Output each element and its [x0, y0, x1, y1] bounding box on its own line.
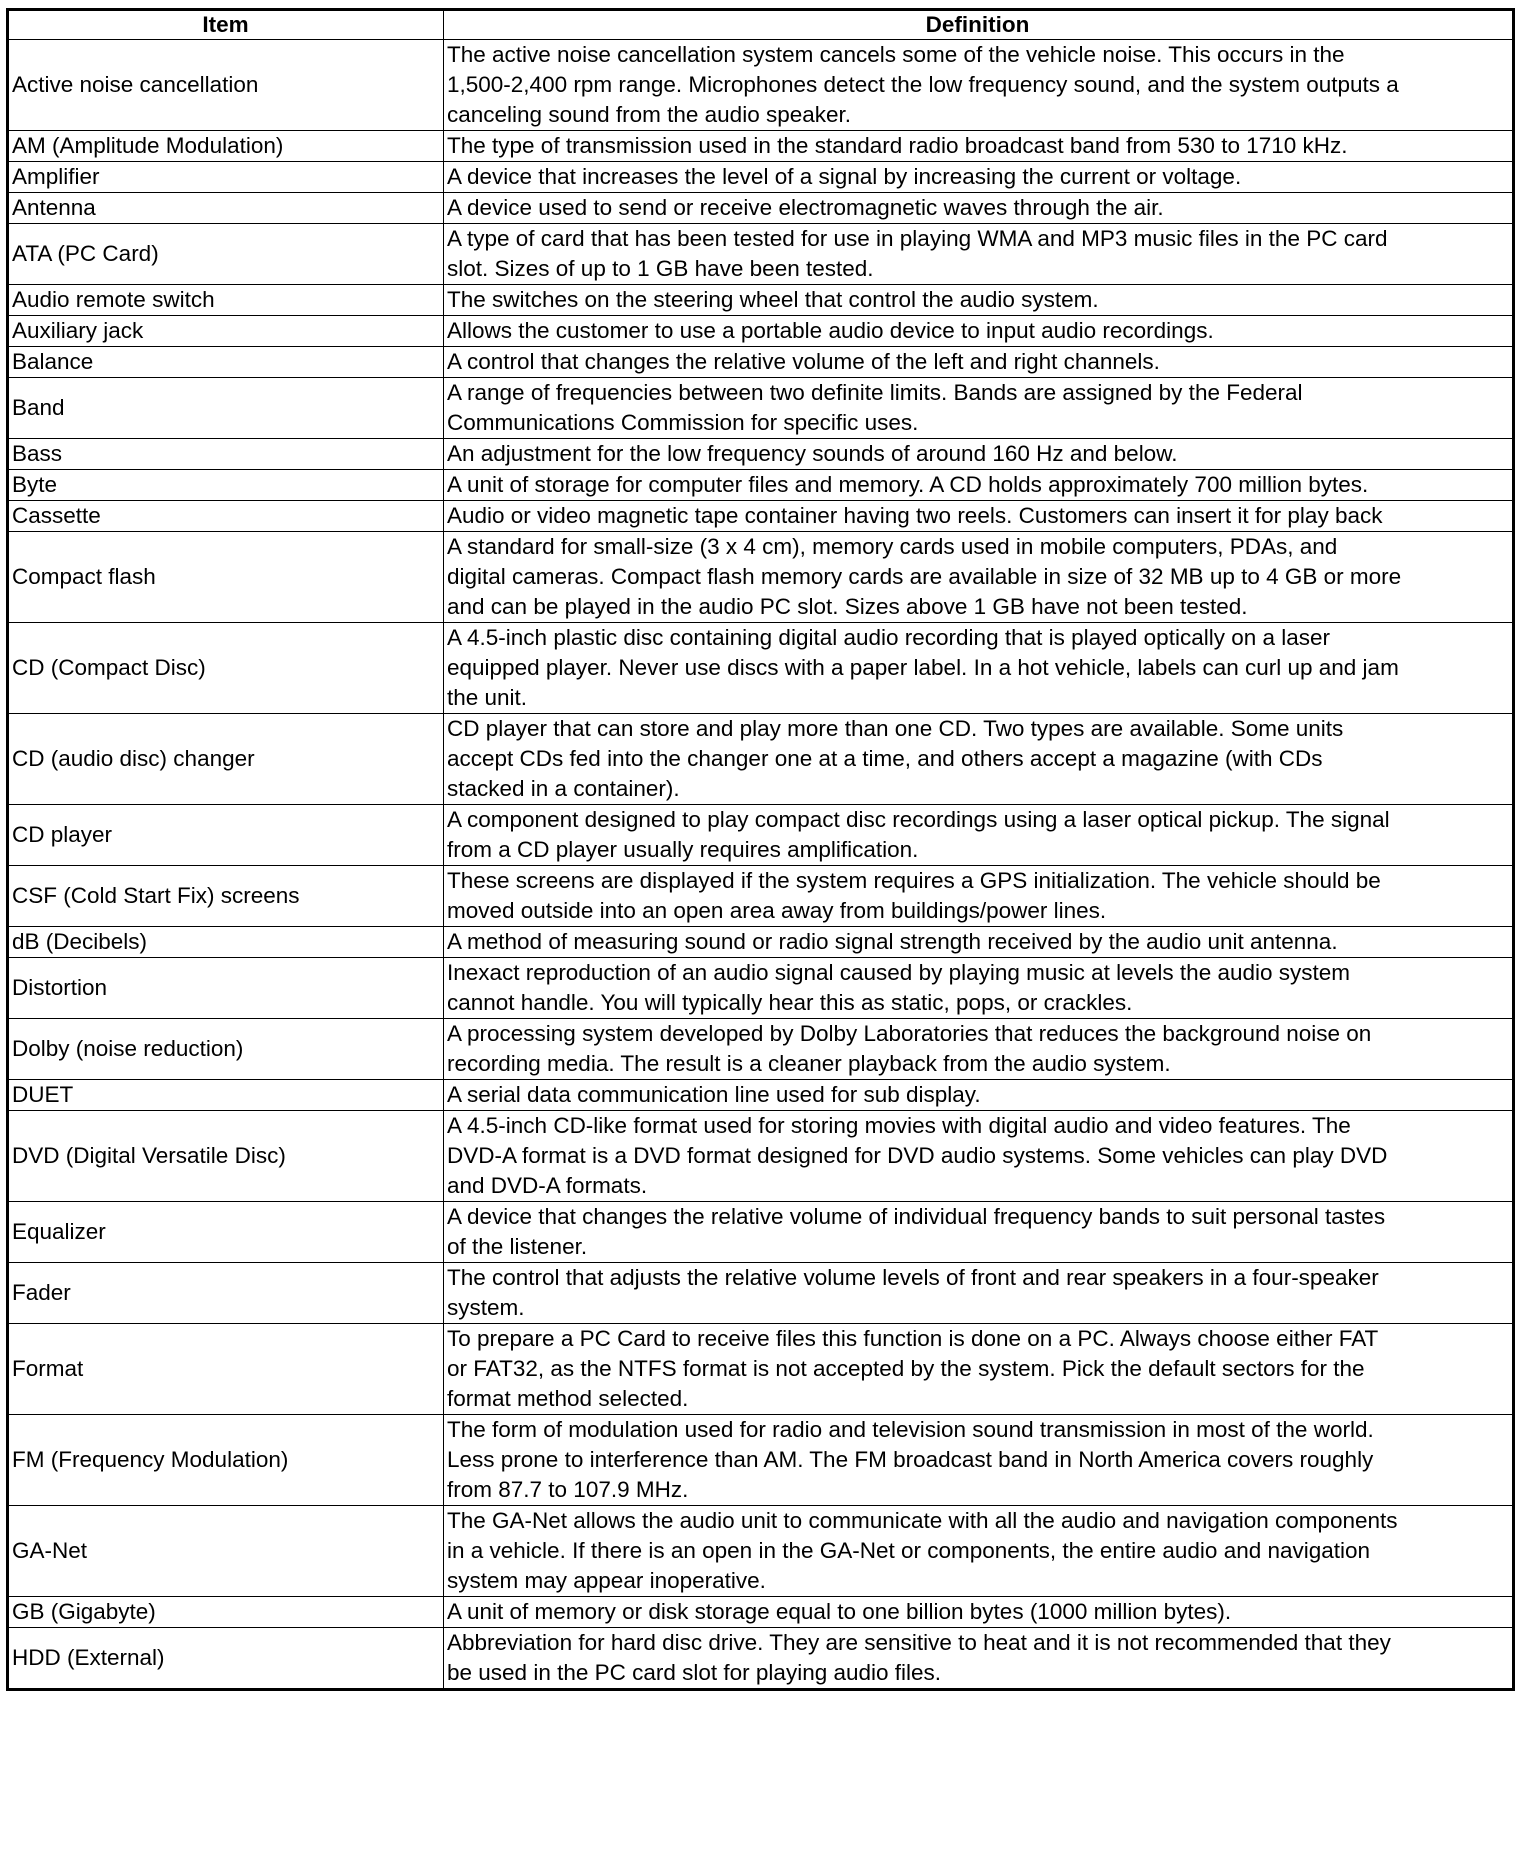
definition-cell: A 4.5-inch plastic disc containing digital audio recording that is played optically on a laser equipped player. Never use discs with a paper label. In a hot vehicle, labels can curl up and jam the unit.: [444, 623, 1514, 714]
table-row: [8, 1202, 1514, 1263]
term-cell: Fader: [8, 1263, 444, 1324]
term-cell: Cassette: [8, 501, 444, 532]
table-row: [8, 532, 1514, 623]
term-cell: HDD (External): [8, 1628, 444, 1690]
term-cell: ATA (PC Card): [8, 224, 444, 285]
definition-cell: A device used to send or receive electromagnetic waves through the air.: [444, 193, 1514, 224]
term-cell: Dolby (noise reduction): [8, 1019, 444, 1080]
table-row: [8, 927, 1514, 958]
table-row: [8, 501, 1514, 532]
term-cell: Active noise cancellation: [8, 40, 444, 131]
table-row: [8, 958, 1514, 1019]
term-cell: GB (Gigabyte): [8, 1597, 444, 1628]
table-row: [8, 1324, 1514, 1415]
term-cell: Balance: [8, 347, 444, 378]
table-row: [8, 866, 1514, 927]
table-row: [8, 439, 1514, 470]
definition-cell: A unit of storage for computer files and memory. A CD holds approximately 700 million bytes.: [444, 470, 1514, 501]
term-cell: CD (audio disc) changer: [8, 714, 444, 805]
definition-cell: A device that changes the relative volume of individual frequency bands to suit personal tastes of the listener.: [444, 1202, 1514, 1263]
table-row: [8, 131, 1514, 162]
table-row: [8, 1111, 1514, 1202]
definition-cell: A standard for small-size (3 x 4 cm), memory cards used in mobile computers, PDAs, and digital cameras. Compact flash memory cards are available in size of 32 MB up to 4 GB or more and can be played in the audio PC slot. Sizes above 1 GB have not been tested.: [444, 532, 1514, 623]
definition-cell: A serial data communication line used for sub display.: [444, 1080, 1514, 1111]
term-cell: Bass: [8, 439, 444, 470]
definition-cell: These screens are displayed if the system requires a GPS initialization. The vehicle should be moved outside into an open area away from buildings/power lines.: [444, 866, 1514, 927]
definition-cell: Abbreviation for hard disc drive. They are sensitive to heat and it is not recommended that they be used in the PC card slot for playing audio files.: [444, 1628, 1514, 1690]
definition-cell: The control that adjusts the relative volume levels of front and rear speakers in a four-speaker system.: [444, 1263, 1514, 1324]
term-cell: FM (Frequency Modulation): [8, 1415, 444, 1506]
term-cell: AM (Amplitude Modulation): [8, 131, 444, 162]
table-row: [8, 1080, 1514, 1111]
table-row: [8, 378, 1514, 439]
table-row: [8, 1506, 1514, 1597]
table-row: [8, 1597, 1514, 1628]
definition-cell: A 4.5-inch CD-like format used for storing movies with digital audio and video features. The DVD-A format is a DVD format designed for DVD audio systems. Some vehicles can play DVD and DVD-A formats.: [444, 1111, 1514, 1202]
term-cell: dB (Decibels): [8, 927, 444, 958]
term-cell: Byte: [8, 470, 444, 501]
term-cell: Band: [8, 378, 444, 439]
definition-cell: A processing system developed by Dolby Laboratories that reduces the background noise on recording media. The result is a cleaner playback from the audio system.: [444, 1019, 1514, 1080]
definition-cell: A component designed to play compact disc recordings using a laser optical pickup. The signal from a CD player usually requires amplification.: [444, 805, 1514, 866]
term-cell: GA-Net: [8, 1506, 444, 1597]
table-row: [8, 40, 1514, 131]
definition-cell: A range of frequencies between two definite limits. Bands are assigned by the Federal Communications Commission for specific uses.: [444, 378, 1514, 439]
table-row: [8, 347, 1514, 378]
term-cell: Compact flash: [8, 532, 444, 623]
term-cell: Amplifier: [8, 162, 444, 193]
definition-cell: A device that increases the level of a signal by increasing the current or voltage.: [444, 162, 1514, 193]
glossary-table: [6, 8, 1515, 1691]
term-cell: CSF (Cold Start Fix) screens: [8, 866, 444, 927]
definition-cell: Allows the customer to use a portable audio device to input audio recordings.: [444, 316, 1514, 347]
table-body: [8, 40, 1514, 1690]
term-cell: CD player: [8, 805, 444, 866]
column-header-item: Item: [8, 10, 444, 40]
table-row: [8, 316, 1514, 347]
term-cell: Distortion: [8, 958, 444, 1019]
definition-cell: A control that changes the relative volume of the left and right channels.: [444, 347, 1514, 378]
term-cell: Auxiliary jack: [8, 316, 444, 347]
table-row: [8, 1415, 1514, 1506]
definition-cell: The switches on the steering wheel that control the audio system.: [444, 285, 1514, 316]
definition-cell: A type of card that has been tested for use in playing WMA and MP3 music files in the PC card slot. Sizes of up to 1 GB have been tested.: [444, 224, 1514, 285]
table-row: [8, 623, 1514, 714]
table-row: [8, 1019, 1514, 1080]
definition-cell: The active noise cancellation system cancels some of the vehicle noise. This occurs in the 1,500-2,400 rpm range. Microphones detect the low frequency sound, and the system outputs a canceling sound from the audio speaker.: [444, 40, 1514, 131]
table-row: [8, 470, 1514, 501]
term-cell: DVD (Digital Versatile Disc): [8, 1111, 444, 1202]
definition-cell: Inexact reproduction of an audio signal caused by playing music at levels the audio system cannot handle. You will typically hear this as static, pops, or crackles.: [444, 958, 1514, 1019]
definition-cell: CD player that can store and play more than one CD. Two types are available. Some units accept CDs fed into the changer one at a time, and others accept a magazine (with CDs stacked in a container).: [444, 714, 1514, 805]
definition-cell: The type of transmission used in the standard radio broadcast band from 530 to 1710 kHz.: [444, 131, 1514, 162]
table-row: [8, 224, 1514, 285]
table-header-row: [8, 10, 1514, 40]
term-cell: DUET: [8, 1080, 444, 1111]
column-header-definition: Definition: [444, 10, 1514, 40]
definition-cell: The form of modulation used for radio and television sound transmission in most of the world. Less prone to interference than AM. The FM broadcast band in North America covers roughly from 87.7 to 107.9 MHz.: [444, 1415, 1514, 1506]
definition-cell: A unit of memory or disk storage equal to one billion bytes (1000 million bytes).: [444, 1597, 1514, 1628]
definition-cell: Audio or video magnetic tape container having two reels. Customers can insert it for play back: [444, 501, 1514, 532]
term-cell: Equalizer: [8, 1202, 444, 1263]
table-row: [8, 285, 1514, 316]
definition-cell: A method of measuring sound or radio signal strength received by the audio unit antenna.: [444, 927, 1514, 958]
definition-cell: An adjustment for the low frequency sounds of around 160 Hz and below.: [444, 439, 1514, 470]
table-row: [8, 1263, 1514, 1324]
term-cell: Audio remote switch: [8, 285, 444, 316]
table-row: [8, 714, 1514, 805]
term-cell: Format: [8, 1324, 444, 1415]
table-row: [8, 1628, 1514, 1690]
definition-cell: To prepare a PC Card to receive files this function is done on a PC. Always choose either FAT or FAT32, as the NTFS format is not accepted by the system. Pick the default sectors for the format method selected.: [444, 1324, 1514, 1415]
table-row: [8, 162, 1514, 193]
term-cell: CD (Compact Disc): [8, 623, 444, 714]
term-cell: Antenna: [8, 193, 444, 224]
table-row: [8, 193, 1514, 224]
definition-cell: The GA-Net allows the audio unit to communicate with all the audio and navigation components in a vehicle. If there is an open in the GA-Net or components, the entire audio and navigation system may appear inoperative.: [444, 1506, 1514, 1597]
table-row: [8, 805, 1514, 866]
